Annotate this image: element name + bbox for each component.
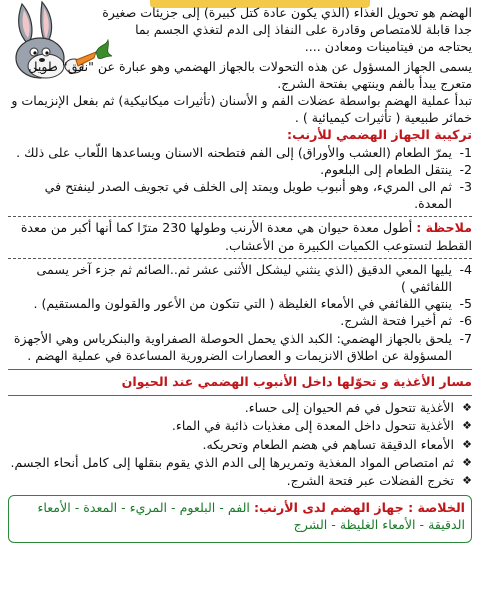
list-item-number: 2- bbox=[459, 161, 472, 177]
list-item-text: ثم امتصاص المواد المغذية وتمريرها إلى الدم الذي يقوم بنقلها إلى كامل أنحاء الجسم. bbox=[10, 454, 454, 470]
path-bullet-list bbox=[8, 399, 472, 489]
list-item-number: 3- bbox=[459, 179, 472, 195]
list-item-text: ينتهي اللفائفي في الأمعاء الغليظة ( التي تتكون من الأعور والقولون والمستقيم) . bbox=[33, 296, 452, 312]
list-item bbox=[8, 454, 472, 471]
list-item-number: 5- bbox=[459, 296, 472, 312]
structure-list-part2 bbox=[8, 261, 472, 364]
path-heading: مسار الأغذية و تحوّلها داخل الأنبوب الهضمي عند الحيوان bbox=[121, 374, 472, 390]
list-item-text: يلحق بالجهاز الهضمي: الكبد الذي يحمل الحوصلة الصفراوية والبنكرياس وهي الأجهزة المسؤولة عن اطلاق الانزيمات و العصارات الضرورية المساعدة في عملية الهضم . bbox=[13, 330, 452, 363]
list-item-text: ثم الى المريء، وهو أنبوب طويل ويمتد إلى الخلف في تجويف الصدر لينفتح في المعدة. bbox=[44, 179, 452, 212]
list-item bbox=[8, 178, 472, 212]
list-item-text: الأغذية تتحول داخل المعدة إلى مغذيات ذائبة في الماء. bbox=[171, 418, 454, 434]
list-item bbox=[8, 436, 472, 453]
list-item-text: الأمعاء الدقيقة تساهم في هضم الطعام وتحريكه. bbox=[202, 436, 454, 452]
list-item-number: 6- bbox=[459, 313, 472, 329]
summary-text-1: الفم - البلعوم - المريء - المعدة - الأمعاء bbox=[37, 500, 250, 516]
list-item-text: يمرّ الطعام (العشب والأوراق) إلى الفم فتطحنه الاسنان ويساعدها اللّعاب على ذلك . bbox=[16, 144, 452, 160]
divider bbox=[8, 258, 472, 259]
summary-label: الخلاصة : جهاز الهضم لدى الأرنب: bbox=[253, 500, 465, 516]
structure-list-part1 bbox=[8, 144, 472, 213]
summary-text-2: الدقيقة - الأمعاء الغليظة - الشرج bbox=[293, 517, 465, 533]
note-paragraph bbox=[8, 219, 472, 253]
list-item bbox=[8, 161, 472, 178]
section-divider bbox=[8, 369, 472, 370]
list-item-text: يليها المعي الدقيق (الذي ينثني ليشكل الأثنى عشر ثم..الصائم ثم جزء آخر يسمى اللفائفي ) bbox=[36, 261, 452, 295]
article-body bbox=[8, 4, 472, 543]
summary-box bbox=[8, 495, 472, 542]
list-item-number: 1- bbox=[459, 144, 472, 160]
list-item bbox=[8, 312, 472, 329]
intro-paragraph-1: الهضم هو تحويل الغذاء (الذي يكون عادة كتل كبيرة) إلى جزيئات صغيرة جدا قابلة للامتصاص وقادرة على النفاذ إلى الدم لتغذي الجسم بما يحتاجه من فيتامينات ومعادن .... bbox=[102, 5, 472, 55]
diamond-bullet-icon: ❖ bbox=[462, 455, 472, 469]
diamond-bullet-icon: ❖ bbox=[462, 474, 472, 488]
intro-paragraph-3: تبدأ عملية الهضم بواسطة عضلات الفم و الأسنان (تأثيرات ميكانيكية) ثم بفعل الإنزيمات و خمائر طبيعية ( تأثيرات كيميائية ) . bbox=[11, 93, 472, 126]
intro-paragraph-2: يسمى الجهاز المسؤول عن هذه التحولات بالجهاز الهضمي وهو عبارة عن "نفق" طويل متعرج يبدأ بالفم وينتهي بفتحة الشرج. bbox=[28, 58, 472, 91]
note-text: أطول معدة حيوان هي معدة الأرنب وطولها 230 مترًا كما أنها أكبر من معدة القطط لتستوعب الكميات الكبيرة من الأعشاب. bbox=[20, 220, 472, 253]
summary-line-1 bbox=[15, 499, 465, 516]
list-item-number: 7- bbox=[459, 330, 472, 346]
list-item-text: ثم أخيرا فتحة الشرج. bbox=[340, 313, 452, 329]
section-divider bbox=[8, 395, 472, 396]
note-label: ملاحظة : bbox=[416, 220, 472, 236]
diamond-bullet-icon: ❖ bbox=[462, 419, 472, 433]
list-item-text: تخرج الفضلات عبر فتحة الشرج. bbox=[286, 473, 454, 489]
list-item bbox=[8, 330, 472, 364]
list-item bbox=[8, 399, 472, 416]
list-item bbox=[8, 261, 472, 295]
diamond-bullet-icon: ❖ bbox=[462, 437, 472, 451]
diamond-bullet-icon: ❖ bbox=[462, 401, 472, 415]
list-item bbox=[8, 472, 472, 489]
list-item bbox=[8, 417, 472, 434]
list-item bbox=[8, 144, 472, 161]
divider bbox=[8, 216, 472, 217]
list-item-text: الأغذية تتحول في فم الحيوان إلى حساء. bbox=[244, 400, 454, 416]
list-item-number: 4- bbox=[459, 261, 472, 277]
structure-heading: تركيبة الجهاز الهضمي للأرنب: bbox=[287, 127, 472, 143]
list-item-text: ينتقل الطعام إلى البلعوم. bbox=[320, 161, 452, 177]
list-item bbox=[8, 295, 472, 312]
